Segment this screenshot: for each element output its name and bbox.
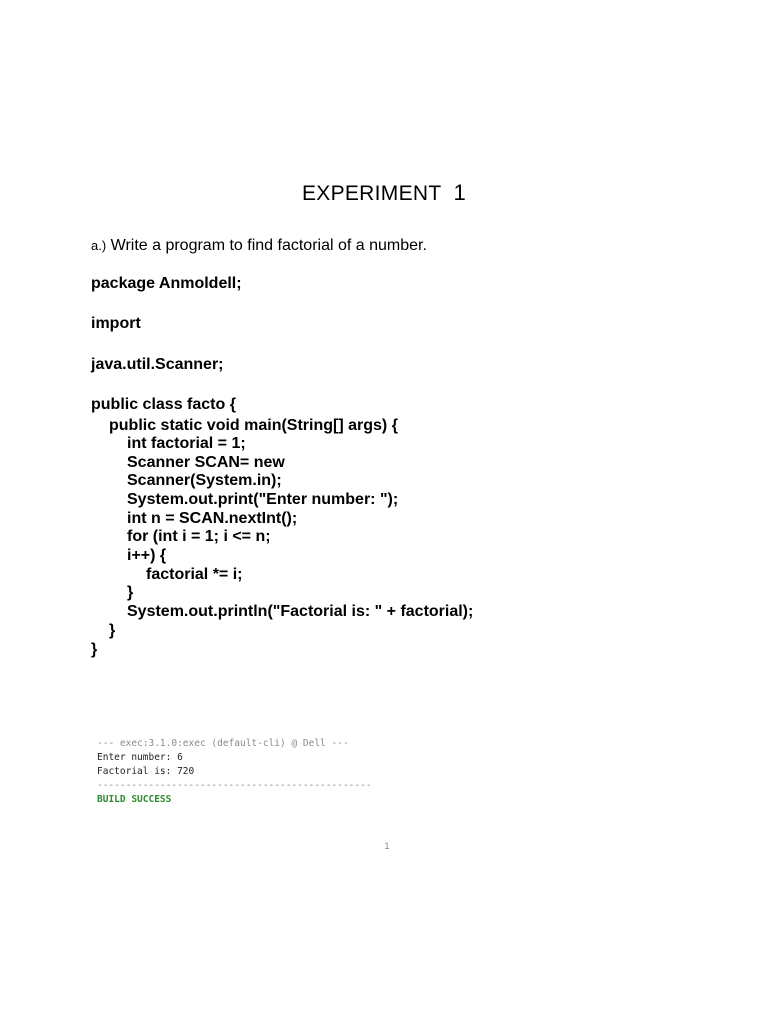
- console-output: [97, 737, 372, 807]
- console-enter-line: Enter number: 6: [97, 752, 183, 763]
- code-line: System.out.print("Enter number: ");: [127, 491, 399, 508]
- code-line: Scanner(System.in);: [127, 472, 282, 489]
- console-result-line: Factorial is: 720: [97, 766, 195, 777]
- console-build-status: BUILD SUCCESS: [97, 794, 172, 805]
- page-number: 1: [384, 841, 390, 851]
- code-import-target-line: java.util.Scanner;: [91, 356, 224, 373]
- code-line: factorial *= i;: [146, 566, 243, 583]
- code-line: }: [109, 622, 116, 639]
- console-separator: ------------------------------------------------: [97, 780, 372, 791]
- experiment-title: [0, 180, 768, 206]
- experiment-title-text: EXPERIMENT: [301, 182, 442, 205]
- question-text: Write a program to find factorial of a number.: [110, 237, 427, 254]
- code-line: int factorial = 1;: [127, 435, 246, 452]
- code-line: System.out.println("Factorial is: " + factorial);: [127, 603, 474, 620]
- code-line: }: [91, 641, 98, 658]
- code-line: Scanner SCAN= new: [127, 454, 285, 471]
- code-line: i++) {: [127, 547, 167, 564]
- code-line: int n = SCAN.nextInt();: [127, 510, 298, 527]
- code-package-line: package Anmoldell;: [91, 275, 242, 292]
- console-exec-line: --- exec:3.1.0:exec (default-cli) @ Dell ---: [97, 738, 349, 749]
- code-line: }: [127, 584, 134, 601]
- experiment-number: 1: [453, 180, 467, 205]
- code-line: for (int i = 1; i <= n;: [127, 528, 271, 545]
- question-statement: [91, 237, 427, 255]
- code-import-line: import: [91, 315, 141, 332]
- question-prefix: a.): [91, 238, 107, 253]
- code-line: public static void main(String[] args) {: [109, 417, 398, 434]
- code-line: public class facto {: [91, 396, 236, 413]
